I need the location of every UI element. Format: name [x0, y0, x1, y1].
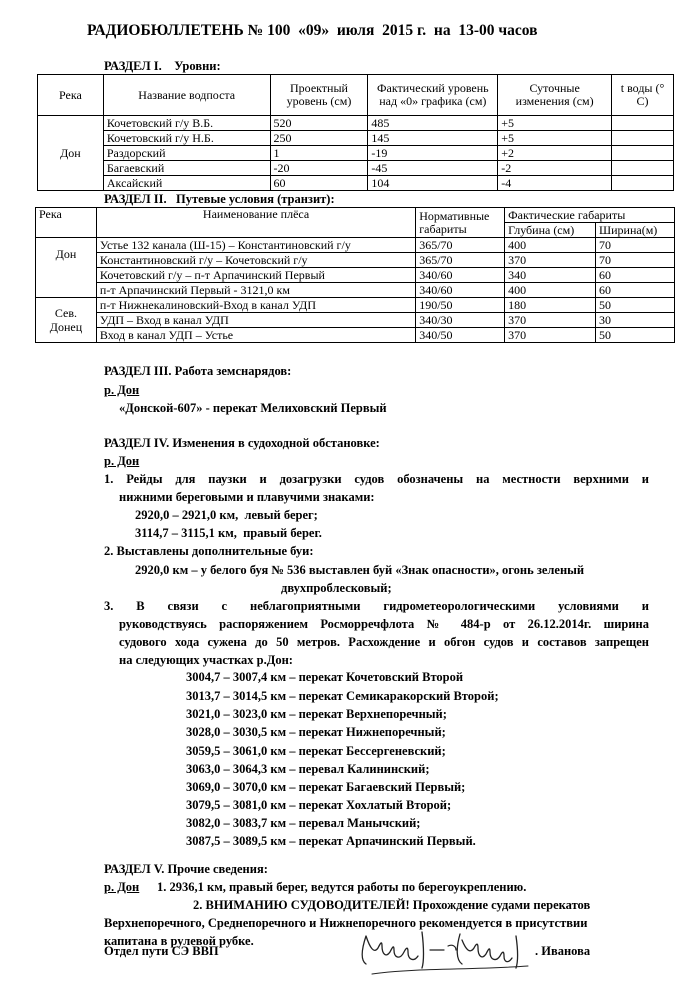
normative-dims: 340/60: [416, 283, 505, 298]
section-4-p3-line1: 3. В связи с неблагоприятными гидрометеорологическими условиями и: [104, 599, 649, 613]
reach-name: Кочетовский г/у – п-т Арпачинский Первый: [96, 268, 415, 283]
table-row: [36, 313, 675, 328]
width: 70: [596, 253, 675, 268]
station-name: Кочетовский г/у В.Б.: [103, 116, 270, 131]
section-4-p2-b: двухпроблесковый;: [281, 581, 392, 595]
normative-dims: 365/70: [416, 253, 505, 268]
normative-dims: 340/50: [416, 328, 505, 343]
section-5-p2-line3: капитана в рулевой рубке.: [104, 934, 254, 948]
normative-dims: 190/50: [416, 298, 505, 313]
water-temp: [612, 161, 674, 176]
width: 50: [596, 298, 675, 313]
daily-change: +2: [498, 146, 612, 161]
transit-table: [35, 207, 675, 343]
col-depth: Глубина (см): [505, 223, 596, 238]
col-river: Река: [38, 75, 104, 116]
project-level: 1: [270, 146, 368, 161]
normative-dims: 365/70: [416, 238, 505, 253]
table-row: [36, 328, 675, 343]
water-temp: [612, 116, 674, 131]
depth: 370: [505, 253, 596, 268]
restricted-reach-item: 3013,7 – 3014,5 км – перекат Семикаракорский Второй;: [186, 689, 499, 703]
levels-table: [37, 74, 674, 191]
width: 70: [596, 238, 675, 253]
col-normative-dims: Нормативные габариты: [416, 208, 505, 238]
section-4-p3-line4: на следующих участках р.Дон:: [119, 653, 293, 667]
section-1-title: РАЗДЕЛ I. Уровни:: [104, 59, 221, 73]
table-row: [36, 283, 675, 298]
width: 30: [596, 313, 675, 328]
department-label: Отдел пути СЭ ВВП: [104, 944, 219, 958]
station-name: Кочетовский г/у Н.Б.: [103, 131, 270, 146]
col-project-level: Проектный уровень (см): [270, 75, 368, 116]
col-daily-change: Суточные изменения (см): [498, 75, 612, 116]
actual-level: -19: [368, 146, 498, 161]
daily-change: +5: [498, 131, 612, 146]
restricted-reach-item: 3082,0 – 3083,7 км – перевал Манычский;: [186, 816, 421, 830]
station-name: Багаевский: [103, 161, 270, 176]
section-5-title: РАЗДЕЛ V. Прочие сведения:: [104, 862, 268, 876]
reach-name: Вход в канал УДП – Устье: [96, 328, 415, 343]
station-name: Раздорский: [103, 146, 270, 161]
water-temp: [612, 146, 674, 161]
col-actual-dims: Фактические габариты: [505, 208, 675, 223]
project-level: 250: [270, 131, 368, 146]
reach-name: УДП – Вход в канал УДП: [96, 313, 415, 328]
normative-dims: 340/60: [416, 268, 505, 283]
river-cell: Дон: [36, 238, 97, 298]
restricted-reach-item: 3079,5 – 3081,0 км – перекат Хохлатый Второй;: [186, 798, 452, 812]
section-4-p2-a: 2920,0 км – у белого буя № 536 выставлен буй «Знак опасности», огонь зеленый: [135, 563, 585, 577]
section-2-title: РАЗДЕЛ II. Путевые условия (транзит):: [104, 192, 335, 206]
dredger-item: «Донской-607» - перекат Мелиховский Первый: [119, 401, 387, 415]
restricted-reach-item: 3063,0 – 3064,3 км – перевал Калининский;: [186, 762, 430, 776]
depth: 370: [505, 328, 596, 343]
section-4-p3-line2: руководствуясь распоряжением Росморречфлота № 484-р от 26.12.2014г. ширина: [119, 617, 649, 631]
project-level: 60: [270, 176, 368, 191]
section-4-p2: 2. Выставлены дополнительные буи:: [104, 544, 314, 558]
daily-change: -4: [498, 176, 612, 191]
signer-name: . Иванова: [535, 944, 591, 958]
restricted-reach-item: 3028,0 – 3030,5 км – перекат Нижнепоречный;: [186, 725, 446, 739]
col-water-temp: t воды (° C): [612, 75, 674, 116]
depth: 400: [505, 238, 596, 253]
width: 50: [596, 328, 675, 343]
section-5-p1: 1. 2936,1 км, правый берег, ведутся работы по берегоукреплению.: [157, 880, 527, 894]
actual-level: 104: [368, 176, 498, 191]
section-4-river: р. Дон: [104, 454, 140, 468]
reach-name: п-т Нижнекалиновский-Вход в канал УДП: [96, 298, 415, 313]
table-row: [38, 146, 674, 161]
table-row: [36, 253, 675, 268]
project-level: -20: [270, 161, 368, 176]
section-4-p1-line1: 1. Рейды для паузки и дозагрузки судов обозначены на местности верхними и: [104, 472, 649, 486]
reach-name: Константиновский г/у – Кочетовский г/у: [96, 253, 415, 268]
restricted-reach-item: 3087,5 – 3089,5 км – перекат Арпачинский Первый.: [186, 834, 476, 848]
table-row: [36, 238, 675, 253]
col-river: Река: [36, 208, 97, 238]
section-4-p1-line2: нижними береговыми и плавучими знаками:: [119, 490, 375, 504]
width: 60: [596, 268, 675, 283]
normative-dims: 340/30: [416, 313, 505, 328]
section-3-river: р. Дон: [104, 383, 140, 397]
col-width: Ширина(м): [596, 223, 675, 238]
section-5-river: р. Дон: [104, 880, 140, 894]
actual-level: 485: [368, 116, 498, 131]
restricted-reach-item: 3059,5 – 3061,0 км – перекат Бессергеневский;: [186, 744, 446, 758]
table-row: [38, 131, 674, 146]
depth: 180: [505, 298, 596, 313]
col-actual-level: Фактический уровень над «0» графика (см): [368, 75, 498, 116]
restricted-reach-item: 3021,0 – 3023,0 км – перекат Верхнепоречный;: [186, 707, 447, 721]
project-level: 520: [270, 116, 368, 131]
section-4-p1-a: 2920,0 – 2921,0 км, левый берег;: [135, 508, 318, 522]
water-temp: [612, 176, 674, 191]
restricted-reach-item: 3004,7 – 3007,4 км – перекат Кочетовский Второй: [186, 670, 464, 684]
bulletin-title: РАДИОБЮЛЛЕТЕНЬ № 100 «09» июля 2015 г. на 13-00 часов: [87, 22, 538, 39]
table-row: [36, 268, 675, 283]
river-cell: Дон: [38, 116, 104, 191]
col-station: Название водпоста: [103, 75, 270, 116]
depth: 400: [505, 283, 596, 298]
depth: 340: [505, 268, 596, 283]
daily-change: -2: [498, 161, 612, 176]
river-cell: Сев. Донец: [36, 298, 97, 343]
table-row: [38, 116, 674, 131]
station-name: Аксайский: [103, 176, 270, 191]
daily-change: +5: [498, 116, 612, 131]
section-4-p3-line3: судового хода сужена до 50 метров. Расхождение и обгон судов и составов запрещен: [119, 635, 649, 649]
section-4-p1-b: 3114,7 – 3115,1 км, правый берег.: [135, 526, 322, 540]
actual-level: -45: [368, 161, 498, 176]
reach-name: Устье 132 канала (Ш-15) – Константиновский г/у: [96, 238, 415, 253]
restricted-reach-item: 3069,0 – 3070,0 км – перекат Багаевский Первый;: [186, 780, 466, 794]
section-5-p2-line2: Верхнепоречного, Среднепоречного и Нижнепоречного рекомендуется в присутствии: [104, 916, 588, 930]
reach-name: п-т Арпачинский Первый - 3121,0 км: [96, 283, 415, 298]
table-row: [36, 298, 675, 313]
col-reach-name: Наименование плёса: [96, 208, 415, 238]
width: 60: [596, 283, 675, 298]
signature: [352, 918, 542, 980]
table-row: [38, 176, 674, 191]
actual-level: 145: [368, 131, 498, 146]
section-4-title: РАЗДЕЛ IV. Изменения в судоходной обстановке:: [104, 436, 380, 450]
table-row: [38, 161, 674, 176]
section-5-p2-line1: 2. ВНИМАНИЮ СУДОВОДИТЕЛЕЙ! Прохождение судами перекатов: [193, 898, 591, 912]
section-3-title: РАЗДЕЛ III. Работа земснарядов:: [104, 364, 292, 378]
water-temp: [612, 131, 674, 146]
depth: 370: [505, 313, 596, 328]
